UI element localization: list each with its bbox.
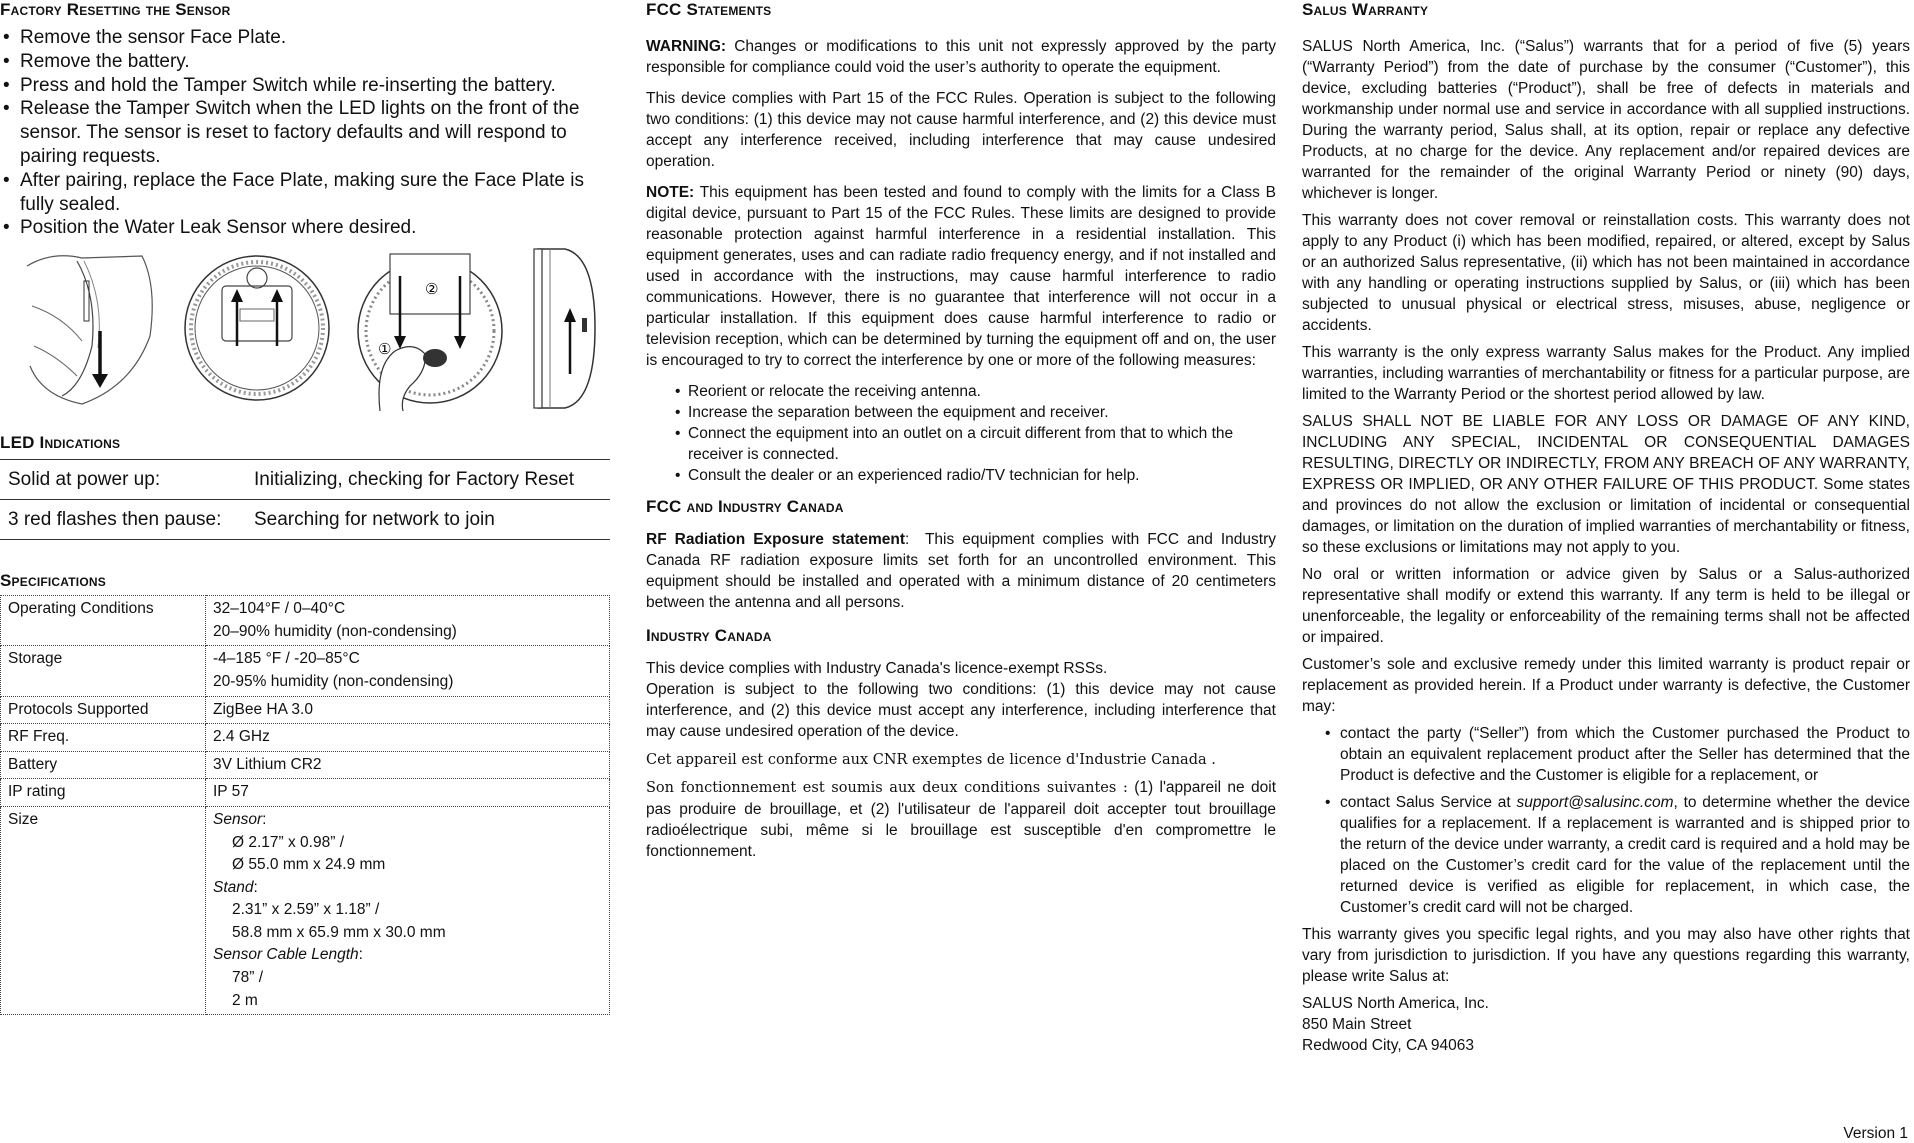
reset-heading: Factory Resetting the Sensor — [0, 0, 231, 19]
spec-line: 2 m — [232, 991, 258, 1009]
note-paragraph — [646, 182, 1276, 371]
rf-text: This equipment complies with FCC and Industry Canada RF radiation exposure limits set forth for an uncontrolled environment. This equipment should be installed and operated with a minimum distance of 20 centimeters between the antenna and all persons. — [646, 531, 1276, 611]
warranty-paragraph: Customer’s sole and exclusive remedy under this limited warranty is product repair or replacement as provided herein. If a Product under warranty is defective, the Customer may: — [1302, 656, 1910, 715]
reset-step: • Position the Water Leak Sensor where desired. — [0, 216, 612, 240]
spec-value — [206, 646, 610, 696]
specs-table — [0, 595, 610, 1015]
table-row — [1, 596, 610, 646]
warranty-remedies-list — [1302, 723, 1910, 918]
table-row — [1, 779, 610, 807]
spec-line: 20-95% humidity (non-condensing) — [213, 672, 454, 690]
rf-exposure-paragraph: RF Radiation Exposure statement: This equipment complies with FCC and Industry Canada RF radiation exposure limits set forth for an uncontrolled environment. This equipment should be installed and operated with a minimum distance of 20 centimeters between the antenna and all persons. — [646, 531, 1276, 611]
note-label: NOTE: — [646, 184, 695, 201]
spec-label: Storage — [1, 646, 206, 696]
list-item — [1322, 792, 1910, 918]
part15-paragraph: This device complies with Part 15 of the FCC Rules. Operation is subject to the following two conditions: (1) this device may not cause harmful interference, and (2) this device must accept any interference received, including interference that may cause undesired operation. — [646, 90, 1276, 170]
tamper-switch-illustration — [355, 246, 505, 411]
led-heading: LED Indications — [0, 433, 121, 453]
warranty-paragraph: No oral or written information or advice given by Salus or a Salus-authorized representative shall modify or extend this warranty. If any term is held to be illegal or unenforceable, the legality or enforceability of the remaining terms shall not be affected or impaired. — [1302, 566, 1910, 646]
spec-line: -4–185 °F / -20–85°C — [213, 650, 360, 668]
fr-text-b: (1) l'appareil ne doit pas produire de brouillage, et (2) l'utilisateur de l'appareil doit accepter tout brouillage radioélectrique subi, même si le brouillage est susceptible d'en compromettre le fonctionnement. — [646, 779, 1276, 860]
spec-value: IP 57 — [206, 779, 610, 807]
spec-line: Ø 2.17” x 0.98” / — [232, 833, 344, 851]
size-sublabel: Sensor: — [213, 810, 267, 828]
fr-paragraph-2 — [646, 777, 1276, 862]
spec-value: ZigBee HA 3.0 — [206, 696, 610, 724]
specs-heading: Specifications — [0, 571, 106, 591]
fcc-measures-list — [646, 381, 1276, 486]
reset-step: • Remove the sensor Face Plate. — [0, 26, 612, 50]
address-line: Redwood City, CA 94063 — [1302, 1037, 1475, 1054]
reset-step: • Remove the battery. — [0, 50, 612, 74]
address-line: 850 Main Street — [1302, 1016, 1412, 1033]
spec-line: Ø 55.0 mm x 24.9 mm — [232, 856, 386, 874]
fr-text-a: Son fonctionnement est soumis aux deux conditions suivantes : — [646, 780, 1128, 796]
warranty-paragraph: SALUS North America, Inc. (“Salus”) warrants that for a period of five (5) years (“Warranty Period”) from the date of purchase by the consumer (“Customer”), this device, excluding batteries (“Product”), shall be free of defects in materials and workmanship under normal use and service in accordance with all supplied instructions. During the warranty period, Salus shall, at its option, repair or replace any defective Products, at no charge for the device. Any replacement and/or repaired devices are warranted for the remainder of the original Warranty Period or ninety (90) days, whichever is longer. — [1302, 38, 1910, 202]
spec-label: Size — [1, 806, 206, 1014]
list-item: • Reorient or relocate the receiving antenna. — [672, 381, 1276, 402]
spec-line: 2.31” x 2.59” x 1.18” / — [232, 901, 380, 919]
spec-label: Operating Conditions — [1, 596, 206, 646]
led-state: Solid at power up: — [0, 460, 246, 500]
remove-face-plate-illustration — [22, 246, 162, 411]
table-row — [1, 751, 610, 779]
led-meaning: Searching for network to join — [246, 500, 610, 540]
ic-paragraph-1: This device complies with Industry Canada's licence-exempt RSSs. — [646, 660, 1108, 677]
list-item: • Increase the separation between the equipment and receiver. — [672, 402, 1276, 423]
spec-line: 20–90% humidity (non-condensing) — [213, 622, 457, 640]
size-sublabel: Sensor Cable Length: — [213, 946, 363, 964]
list-item: • contact the party (“Seller”) from which the Customer purchased the Product to obtain an equivalent replacement product after the Seller has determined that the Product is defective and the Customer is eligible for a replacement, or — [1322, 723, 1910, 786]
rf-label: RF Radiation Exposure statement — [646, 531, 906, 548]
spec-label: RF Freq. — [1, 724, 206, 752]
warranty-paragraph: This warranty does not cover removal or reinstallation costs. This warranty does not apply to any Product (i) which has been modified, repaired, or altered, except by Salus or an authorized Salus representative, (ii) which has not been maintained in accordance with any handling or operating instructions supplied by Salus, or (iii) which has been subjected to unusual physical or electrical stress, misuses, abuse, negligence or accidents. — [1302, 212, 1910, 334]
step-1-marker: ① — [378, 340, 392, 359]
warranty-paragraph: This warranty is the only express warranty Salus makes for the Product. Any implied warranties, including warranties of merchantability or fitness for a particular purpose, are limited to the Warranty Period or the shortest period allowed by law. — [1302, 344, 1910, 403]
led-meaning: Initializing, checking for Factory Reset — [246, 460, 610, 500]
fcc-ic-heading: FCC and Industry Canada — [646, 497, 844, 516]
reset-illustrations — [0, 246, 612, 416]
table-row — [1, 646, 610, 696]
spec-line: 78” / — [232, 969, 264, 987]
reset-steps-list — [0, 26, 612, 240]
remedy-text: contact Salus Service at — [1340, 794, 1511, 811]
column-left — [0, 0, 612, 1015]
address-block — [1302, 993, 1910, 1056]
spec-value: 2.4 GHz — [206, 724, 610, 752]
warning-text: Changes or modifications to this unit not expressly approved by the party responsible for compliance could void the user’s authority to operate the equipment. — [646, 38, 1277, 76]
reset-step: • Press and hold the Tamper Switch while re-inserting the battery. — [0, 74, 612, 98]
table-row — [1, 806, 610, 1014]
column-right — [1302, 0, 1910, 1056]
size-sublabel: Stand: — [213, 878, 258, 896]
spec-label: IP rating — [1, 779, 206, 807]
note-text: This equipment has been tested and found to comply with the limits for a Class B digital device, pursuant to Part 15 of the FCC Rules. These limits are designed to provide reasonable protection against harmful interference in a residential installation. This equipment generates, uses and can radiate radio frequency energy, and if not installed and used in accordance with the instructions, may cause harmful interference to radio communications. However, there is no guarantee that interference will not occur in a particular installation. If this equipment does cause harmful interference to radio or television reception, which can be determined by turning the equipment off and on, the user is encouraged to try to correct the interference by one or more of the following measures: — [646, 184, 1276, 369]
battery-compartment-illustration — [182, 246, 332, 411]
spec-line: 58.8 mm x 65.9 mm x 30.0 mm — [232, 923, 446, 941]
step-2-marker: ② — [425, 280, 439, 299]
spec-label: Battery — [1, 751, 206, 779]
version-label: Version 1 — [1843, 1125, 1908, 1142]
spec-value — [206, 806, 610, 1014]
list-item: • Consult the dealer or an experienced radio/TV technician for help. — [672, 465, 1276, 486]
fr-paragraph-1: Cet appareil est conforme aux CNR exemptes de licence d'Industrie Canada . — [646, 752, 1216, 768]
column-middle — [646, 0, 1276, 862]
list-item: • Connect the equipment into an outlet on a circuit different from that to which the receiver is connected. — [672, 423, 1276, 465]
reset-step: • After pairing, replace the Face Plate, making sure the Face Plate is fully sealed. — [0, 169, 612, 217]
ic-paragraph-2: Operation is subject to the following two conditions: (1) this device may not cause interference, and (2) this device must accept any interference, including interference that may cause undesired operation of the device. — [646, 681, 1276, 740]
spec-label: Protocols Supported — [1, 696, 206, 724]
remedy-text: , to determine whether the device qualifies for a replacement. If a replacement is warranted and is shipped prior to the return of the device under warranty, a credit card is required and a hold may be placed on the Customer’s credit card for the value of the replacement until the returned device is verified as eligible for replacement, in which case, the Customer’s credit card will not be charged. — [1340, 794, 1911, 916]
fcc-heading: FCC Statements — [646, 0, 772, 19]
led-state: 3 red flashes then pause: — [0, 500, 246, 540]
address-line: SALUS North America, Inc. — [1302, 995, 1489, 1012]
warranty-paragraph: SALUS SHALL NOT BE LIABLE FOR ANY LOSS OR DAMAGE OF ANY KIND, INCLUDING ANY SPECIAL, INCIDENTAL OR CONSEQUENTIAL DAMAGES RESULTING, DIRECTLY OR INDIRECTLY, FROM ANY BREACH OF ANY WARRANTY, EXPRESS OR IMPLIED, OR ANY OTHER FAILURE OF THIS PRODUCT. Some states and provinces do not allow the exclusion or limitation of incidental or consequential damages, or limitation on the duration of implied warranties of merchantability or fitness, so these exclusions or limitations may not apply to you. — [1302, 413, 1910, 556]
table-row — [1, 696, 610, 724]
warranty-paragraph: This warranty gives you specific legal rights, and you may also have other rights that vary from jurisdiction to jurisdiction. If you have any questions regarding this warranty, please write Salus at: — [1302, 926, 1910, 985]
sensor-side-view-illustration — [530, 246, 600, 411]
warning-label: WARNING: — [646, 38, 727, 55]
table-row — [0, 500, 610, 540]
reset-step: • Release the Tamper Switch when the LED lights on the front of the sensor. The sensor is reset to factory defaults and will respond to pairing requests. — [0, 97, 612, 168]
ic-heading: Industry Canada — [646, 626, 772, 645]
led-table — [0, 459, 610, 540]
table-row — [1, 724, 610, 752]
warning-paragraph — [646, 36, 1276, 78]
spec-value: 3V Lithium CR2 — [206, 751, 610, 779]
table-row — [0, 460, 610, 500]
spec-value — [206, 596, 610, 646]
support-email-link[interactable]: support@salusinc.com — [1516, 794, 1674, 811]
warranty-heading: Salus Warranty — [1302, 0, 1429, 19]
spec-line: 32–104°F / 0–40°C — [213, 600, 346, 618]
